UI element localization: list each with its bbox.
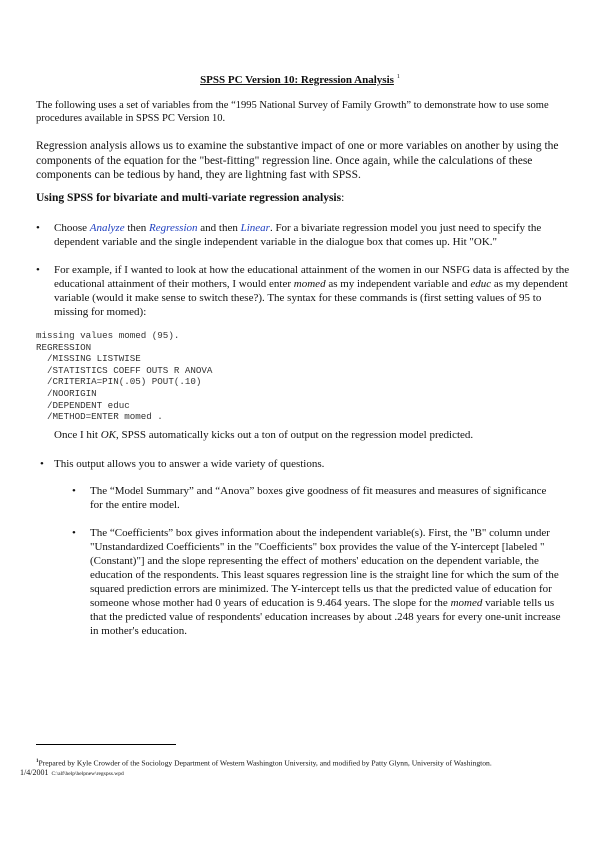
title-footnote-marker: 1	[396, 74, 400, 81]
intro-paragraph	[36, 99, 568, 125]
educ-variable: educ	[470, 278, 492, 290]
sub-bullet-model-summary: The “Model Summary” and “Anova” boxes give goodness of fit measures and measures of significance for the entire model.	[90, 485, 547, 511]
page-title-text: SPSS PC Version 10: Regression Analysis	[200, 74, 394, 86]
footnote	[36, 757, 581, 769]
paragraph-text: , SPSS automatically kicks out a ton of output on the regression model predicted.	[116, 429, 474, 441]
bullet-choose-analyze	[54, 221, 574, 249]
paragraph-text: Once I hit	[54, 429, 101, 441]
document-date	[20, 768, 124, 779]
bullet-text: Choose	[54, 222, 90, 234]
footnote-divider	[36, 744, 176, 745]
bullet-text: and then	[197, 222, 241, 234]
footnote-marker: 1	[36, 759, 39, 764]
ok-button-ref: OK	[100, 429, 117, 441]
bullet-text: For example, if I wanted to look at how the educational attainment of the women in our NSFG data is affected by the educational attainment of their mothers, I would enter	[54, 264, 570, 290]
section-heading-colon: :	[341, 192, 345, 204]
bullet-marker: •	[40, 458, 44, 470]
momed-variable: momed	[293, 278, 326, 290]
bullet-example	[54, 263, 574, 319]
linear-menu-link: Linear	[240, 222, 270, 234]
section-heading	[36, 192, 344, 204]
sub-bullet-marker: •	[72, 485, 76, 497]
sub-bullet-marker: •	[72, 527, 76, 539]
date-text: 1/4/2001	[20, 768, 49, 777]
regression-menu-link: Regression	[149, 222, 198, 234]
page-title	[0, 74, 600, 86]
syntax-code-block: missing values momed (95). REGRESSION /MISSING LISTWISE /STATISTICS COEFF OUTS R ANOVA /CRITERIA=PIN(.05) POUT(.10) /NOORIGIN /DEPENDENT educ /METHOD=ENTER momed .	[36, 330, 213, 423]
after-code-paragraph	[54, 428, 574, 442]
bullet-text: then	[124, 222, 150, 234]
bullet-text: as my independent variable and	[325, 278, 471, 290]
bullet-text: as my dependent variable (would it make sense to switch these?). The syntax for these commands is (first setting values of 95 to missing for momed):	[54, 278, 568, 318]
footnote-text: Prepared by Kyle Crowder of the Sociology Department of Western Washington University, and modified by Patty Glynn, University of Washington.	[38, 758, 492, 768]
bullet-marker: •	[36, 264, 40, 276]
momed-variable: momed	[450, 597, 483, 609]
section-heading-text: Using SPSS for bivariate and multi-variate regression analysis	[36, 192, 342, 204]
paragraph-text: variable tells us that the predicted value of respondents' education increases by about .248 years for every one-unit increase in mother's education.	[90, 597, 561, 637]
analyze-menu-link: Analyze	[89, 222, 125, 234]
file-path: C:\alf\help\helpnew\regspss.wpd	[51, 771, 124, 777]
regression-paragraph: Regression analysis allows us to examine the substantive impact of one or more variables on another by using the components of the equation for the "best-fitting" regression line. Once again, while the calculations of these components can be tedious by hand, they are lightning fast with SPSS.	[36, 140, 559, 181]
sub-bullet-coefficients	[90, 526, 570, 638]
bullet-output: This output allows you to answer a wide variety of questions.	[54, 458, 325, 470]
bullet-marker: •	[36, 222, 40, 234]
paragraph-text: The “Coefficients” box gives information about the independent variable(s). First, the "B" column under "Unstandardized Coefficients" in the "Coefficients" box provides the value of the Y-intercept [labeled "(Constant)"] and the slope representing the effect of mothers' education on the dependent variable, the education of the respondents. This least squares regression line is the straight line for which the sum of the squared prediction errors are minimized. The Y-intercept tells us that the predicted value of education for someone whose mother had 0 years of education is 9.464 years. The slope for the	[90, 527, 559, 609]
intro-text: The following uses a set of variables from the “1995 National Survey of Family Growth” to demonstrate how to use some procedures available in SPSS PC Version 10.	[36, 100, 549, 124]
bullet-text: . For a bivariate regression model you just need to specify the dependent variable and the single independent variable in the dialogue box that comes up. Hit "OK."	[54, 222, 542, 248]
